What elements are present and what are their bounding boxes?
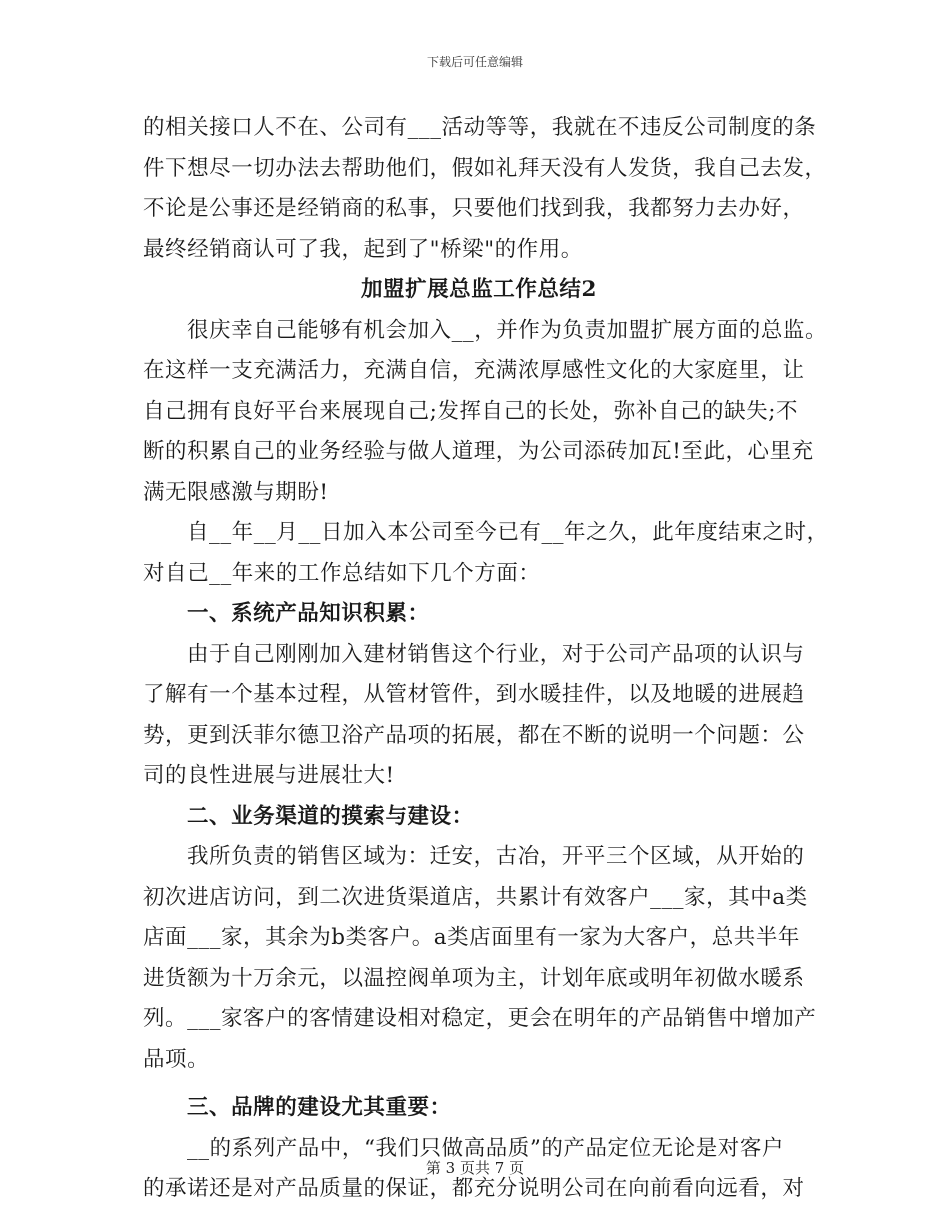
paragraph-line: 势，更到沃菲尔德卫浴产品项的拓展，都在不断的说明一个问题：公 [143,722,805,748]
paragraph-line: 品项。 [143,1046,210,1072]
paragraph-line: 满无限感激与期盼! [143,479,329,505]
paragraph-line: 由于自己刚刚加入建材销售这个行业，对于公司产品项的认识与 [187,641,805,667]
paragraph-line: 初次进店访问，到二次进货渠道店，共累计有效客户___家，其中a类 [143,884,808,910]
paragraph-line: 我所负责的销售区域为：迁安，古冶，开平三个区域，从开始的 [187,844,805,869]
paragraph-line: 件下想尽一切办法去帮助他们，假如礼拜天没有人发货，我自己去发， [143,155,827,181]
section-title: 加盟扩展总监工作总结2 [360,277,597,302]
subsection-heading: 二、业务渠道的摸索与建设： [187,803,474,829]
page-header: 下载后可任意编辑 [426,55,523,69]
paragraph-line: 的承诺还是对产品质量的保证，都充分说明公司在向前看向远看，对 [143,1176,805,1201]
page-footer: 第 3 页共 7 页 [425,1159,525,1177]
paragraph-line: 自__年__月__日加入本公司至今已有__年之久，此年度结束之时， [187,520,829,545]
paragraph-line: 断的积累自己的业务经验与做人道理，为公司添砖加瓦!至此，心里充 [143,439,814,464]
paragraph-line: 进货额为十万余元，以温控阀单项为主，计划年底或明年初做水暖系 [143,965,805,991]
subsection-heading: 三、品牌的建设尤其重要： [187,1095,452,1120]
paragraph-line: 司的良性进展与进展壮大! [143,763,395,788]
paragraph-line: 对自己__年来的工作总结如下几个方面： [143,560,541,586]
paragraph-line: 最终经销商认可了我，起到了"桥梁"的作用。 [143,236,583,262]
subsection-heading: 一、系统产品知识积累： [187,601,430,626]
paragraph-line: 店面___家，其余为b类客户。a类店面里有一家为大客户，总共半年 [143,925,800,950]
paragraph-line: 了解有一个基本过程，从管材管件，到水暖挂件，以及地暖的进展趋 [143,682,805,707]
paragraph-line: __的系列产品中，“我们只做高品质”的产品定位无论是对客户 [187,1135,784,1161]
paragraph-line: 不论是公事还是经销商的私事，只要他们找到我，我都努力去办好， [143,196,805,221]
paragraph-line: 列。___家客户的客情建设相对稳定，更会在明年的产品销售中增加产 [143,1006,817,1031]
paragraph-line: 自己拥有良好平台来展现自己;发挥自己的长处，弥补自己的缺失;不 [143,398,799,424]
paragraph-line: 很庆幸自己能够有机会加入__，并作为负责加盟扩展方面的总监。 [187,317,828,343]
paragraph-line: 的相关接口人不在、公司有___活动等等，我就在不违反公司制度的条 [143,115,817,140]
paragraph-line: 在这样一支充满活力，充满自信，充满浓厚感性文化的大家庭里，让 [143,358,805,383]
document-body [143,108,829,1210]
